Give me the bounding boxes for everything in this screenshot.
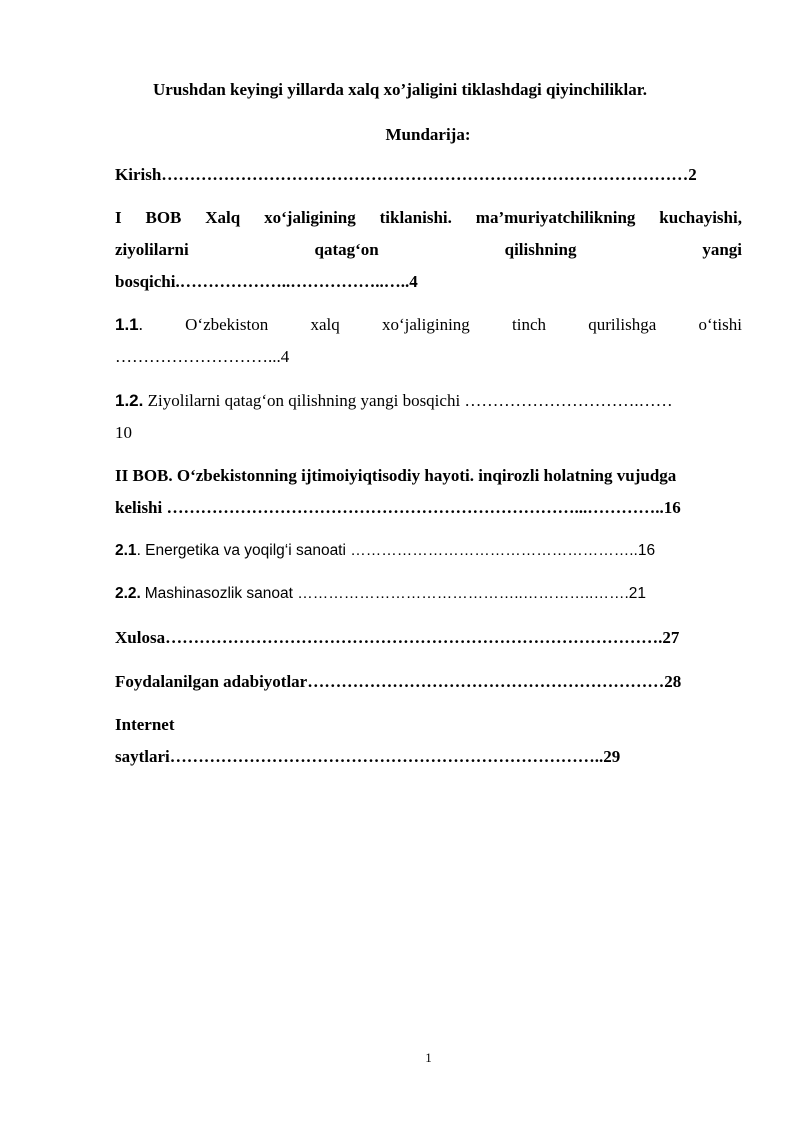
toc-entry-2-1 <box>115 542 742 560</box>
toc-section-number-group: 1.1. <box>115 315 143 334</box>
toc-word: xo‘jaligining <box>264 208 356 227</box>
toc-entry-bob2-line2: kelishi ………………………………………………………………...…………..16 <box>115 498 681 517</box>
toc-word: qilishning <box>504 240 577 259</box>
toc-word: xo‘jaligining <box>381 315 470 334</box>
toc-entry-xulosa: Xulosa…………………………………………………………………………….27 <box>115 628 680 647</box>
toc-entry-1-1 <box>115 315 742 335</box>
toc-word: yangi <box>702 240 742 259</box>
toc-entry-bob1-line3: bosqichi.………………..……………..…..4 <box>115 272 418 291</box>
toc-entry-text: Ziyolilarni qatag‘on qilishning yangi bosqichi ………………………….…… <box>147 391 673 410</box>
toc-entry-bob1-line2 <box>115 240 742 260</box>
toc-word: ma’muriyatchilikning <box>475 208 636 227</box>
toc-entry-2-2 <box>115 585 742 603</box>
toc-section-number: 1.1 <box>115 315 139 334</box>
toc-entry-adabiyotlar: Foydalanilgan adabiyotlar………………………………………………………28 <box>115 672 682 691</box>
toc-entry-kirish: Kirish…………………………………………………………………………………2 <box>115 165 697 184</box>
toc-entry-bob1-line1 <box>115 208 742 228</box>
toc-section-number: 2.2. <box>115 585 141 602</box>
toc-word: o‘tishi <box>698 315 742 334</box>
toc-entry-text: Mashinasozlik sanoat ……………………………………..…………..…….21 <box>144 585 647 602</box>
toc-entry-text: . Energetika va yoqilg‘i sanoati ………………………………………………..16 <box>136 542 656 559</box>
toc-word: O‘zbekiston <box>185 315 269 334</box>
toc-entry-internet-line2: saytlari…………………………………………………………………..29 <box>115 747 621 766</box>
toc-heading: Mundarija: <box>385 125 471 144</box>
toc-section-number: 2.1 <box>115 542 137 559</box>
toc-word: ziyolilarni <box>115 240 189 259</box>
toc-word: BOB <box>145 208 182 227</box>
toc-entry-internet-line1: Internet <box>115 715 175 734</box>
toc-entry-bob2-line1: II BOB. O‘zbekistonning ijtimoiyiqtisodiy hayoti. inqirozli holatning vujudga <box>115 466 677 485</box>
toc-word: kuchayishi, <box>659 208 742 227</box>
toc-word: tinch <box>512 315 547 334</box>
page-number: 1 <box>425 1050 432 1065</box>
toc-word: Xalq <box>205 208 241 227</box>
toc-section-number: 1.2. <box>115 391 144 410</box>
toc-entry-1-2-page: 10 <box>115 423 132 442</box>
toc-word: I <box>115 208 122 227</box>
toc-word: qatag‘on <box>314 240 379 259</box>
toc-entry-1-1-page: ………………………...4 <box>115 347 290 366</box>
toc-word: tiklanishi. <box>379 208 452 227</box>
toc-word: xalq <box>310 315 340 334</box>
toc-entry-1-2 <box>115 391 742 411</box>
document-title: Urushdan keyingi yillarda xalq xo’jaligini tiklashdagi qiyinchiliklar. <box>153 80 647 99</box>
toc-word: qurilishga <box>588 315 657 334</box>
